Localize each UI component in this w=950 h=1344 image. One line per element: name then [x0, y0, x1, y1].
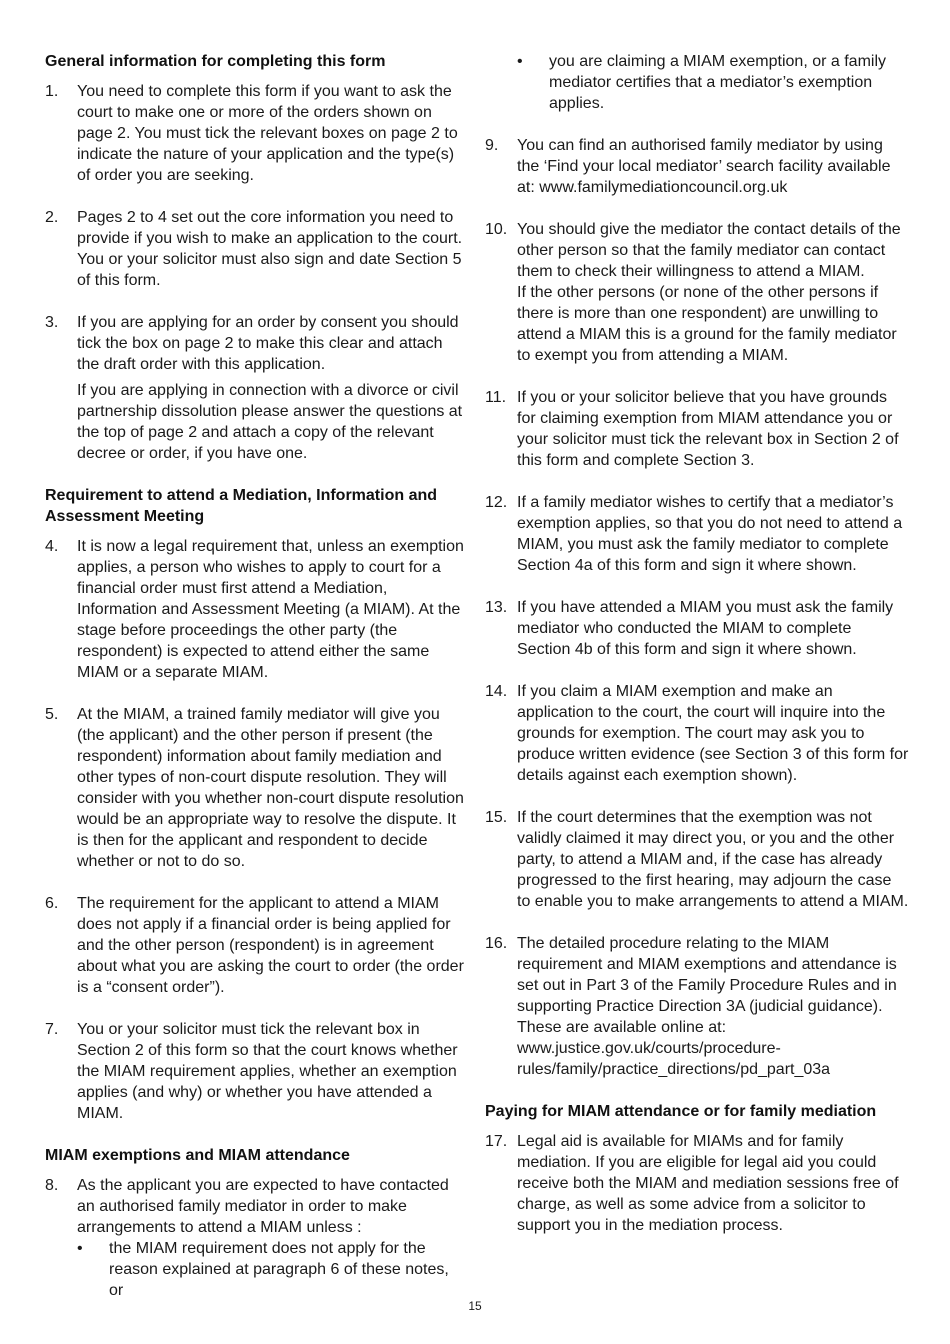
paragraph-number: 2.	[45, 209, 59, 226]
paragraph-text: If the other persons (or none of the other persons if there is more than one respondent) are unwilling to attend a MIAM this is a ground for the family mediator to exempt you from attending a MIAM.	[517, 284, 897, 364]
paragraph-number: 10.	[485, 221, 508, 238]
section-heading-paying: Paying for MIAM attendance or for family mediation	[485, 1103, 877, 1120]
paragraph-text: Legal aid is available for MIAMs and for family mediation. If you are eligible for legal aid you could receive both the MIAM and mediation sessions free of charge, as well as some advice from a solicitor to support you in the mediation process.	[517, 1133, 899, 1234]
paragraph-14	[485, 681, 909, 786]
paragraph-number: 9.	[485, 137, 499, 154]
bullet-list	[517, 51, 909, 114]
section-heading-general: General information for completing this form	[45, 53, 386, 70]
page-number: 15	[468, 1299, 482, 1313]
paragraph-text: If a family mediator wishes to certify that a mediator’s exemption applies, so that you do not need to attend a MIAM, you must ask the family mediator to complete Section 4a of this form and sign it where shown.	[517, 494, 903, 574]
paragraph-text: The requirement for the applicant to attend a MIAM does not apply if a financial order is being applied for and the other person (respondent) is in agreement about what you are asking the court to order (the order is a “consent order”).	[77, 895, 464, 996]
paragraph-7	[45, 1019, 465, 1124]
paragraph-text: As the applicant you are expected to have contacted an authorised family mediator in order to make arrangements to attend a MIAM unless :	[77, 1177, 449, 1236]
paragraph-11	[485, 387, 909, 471]
paragraph-4	[45, 536, 465, 683]
paragraph-number: 6.	[45, 895, 59, 912]
paragraph-number: 7.	[45, 1021, 59, 1038]
paragraph-number: 14.	[485, 683, 508, 700]
paragraph-text: You or your solicitor must tick the relevant box in Section 2 of this form so that the court knows whether the MIAM requirement applies, whether an exemption applies (and why) or whether you have attended a MIAM.	[77, 1021, 458, 1122]
paragraph-6	[45, 893, 465, 998]
bullet-item: • the MIAM requirement does not apply for the reason explained at paragraph 6 of these notes, or	[77, 1238, 465, 1301]
bullet-list	[77, 1238, 465, 1301]
paragraph-text: You need to complete this form if you want to ask the court to make one or more of the orders shown on page 2. You must tick the relevant boxes on page 2 to indicate the nature of your application and the type(s) of order you are seeking.	[77, 83, 458, 184]
paragraph-3	[45, 312, 465, 464]
paragraph-text: If you claim a MIAM exemption and make an application to the court, the court will inquire into the grounds for exemption. The court may ask you to produce written evidence (see Section 3 of this form for details against each exemption shown).	[517, 683, 909, 784]
paragraph-number: 5.	[45, 706, 59, 723]
paragraph-text: Pages 2 to 4 set out the core information you need to provide if you wish to make an application to the court. You or your solicitor must also sign and date Section 5 of this form.	[77, 209, 463, 289]
paragraph-number: 8.	[45, 1177, 59, 1194]
paragraph-text: If you are applying for an order by consent you should tick the box on page 2 to make this clear and attach the draft order with this application.	[77, 314, 459, 373]
paragraph-8	[45, 1175, 465, 1301]
paragraph-text: If you have attended a MIAM you must ask the family mediator who conducted the MIAM to complete Section 4b of this form and sign it where shown.	[517, 599, 894, 658]
section-heading-exemptions: MIAM exemptions and MIAM attendance	[45, 1147, 350, 1164]
paragraph-number: 13.	[485, 599, 508, 616]
right-column	[485, 51, 909, 1236]
left-column	[45, 51, 465, 1301]
paragraph-text: If you are applying in connection with a divorce or civil partnership dissolution please answer the questions at the top of page 2 and attach a copy of the relevant decree or order, if you have one.	[77, 382, 463, 462]
paragraph-text: If you or your solicitor believe that you have grounds for claiming exemption from MIAM attendance you or your solicitor must tick the relevant box in Section 2 of this form and complete Section 3.	[517, 389, 899, 469]
paragraph-number: 4.	[45, 538, 59, 555]
section-heading-requirement: Requirement to attend a Mediation, Information and Assessment Meeting	[45, 487, 438, 525]
paragraph-text: If the court determines that the exemption was not validly claimed it may direct you, or you and the other party, to attend a MIAM and, if the case has already progressed to the first hearing, may adjourn the case to enable you to make arrangements to attend a MIAM.	[517, 809, 909, 910]
paragraph-9	[485, 135, 909, 198]
paragraph-number: 17.	[485, 1133, 508, 1150]
bullet-item: • you are claiming a MIAM exemption, or a family mediator certifies that a mediator’s exemption applies.	[517, 51, 909, 114]
paragraph-1	[45, 81, 465, 186]
paragraph-10	[485, 219, 909, 366]
paragraph-text: You should give the mediator the contact details of the other person so that the family mediator can contact them to check their willingness to attend a MIAM.	[517, 221, 901, 280]
paragraph-number: 15.	[485, 809, 508, 826]
paragraph-16	[485, 933, 909, 1080]
paragraph-15	[485, 807, 909, 912]
paragraph-12	[485, 492, 909, 576]
paragraph-text: The detailed procedure relating to the MIAM requirement and MIAM exemptions and attendance is set out in Part 3 of the Family Procedure Rules and in supporting Practice Direction 3A (judicial guidance). These are available online at: www.justice.gov.uk/courts/procedure-rules/family/practice_directions/pd_part_03a	[517, 935, 897, 1078]
paragraph-number: 3.	[45, 314, 59, 331]
paragraph-5	[45, 704, 465, 872]
paragraph-text: You can find an authorised family mediator by using the ‘Find your local mediator’ search facility available at: www.familymediationcouncil.org.uk	[517, 137, 891, 196]
paragraph-number: 12.	[485, 494, 508, 511]
paragraph-number: 16.	[485, 935, 508, 952]
paragraph-number: 11.	[485, 389, 507, 406]
paragraph-text: It is now a legal requirement that, unless an exemption applies, a person who wishes to apply to court for a financial order must first attend a Mediation, Information and Assessment Meeting (a MIAM). At the stage before proceedings the other party (the respondent) is expected to attend either the same MIAM or a separate MIAM.	[77, 538, 464, 681]
paragraph-text: At the MIAM, a trained family mediator will give you (the applicant) and the other person if present (the respondent) information about family mediation and other types of non-court dispute resolution. They will consider with you whether non-court dispute resolution would be an appropriate way to resolve the dispute. It is then for the applicant and respondent to decide whether or not to do so.	[77, 706, 464, 870]
paragraph-13	[485, 597, 909, 660]
paragraph-8-continued	[485, 51, 909, 114]
paragraph-2	[45, 207, 465, 291]
paragraph-17	[485, 1131, 909, 1236]
paragraph-number: 1.	[45, 83, 59, 100]
